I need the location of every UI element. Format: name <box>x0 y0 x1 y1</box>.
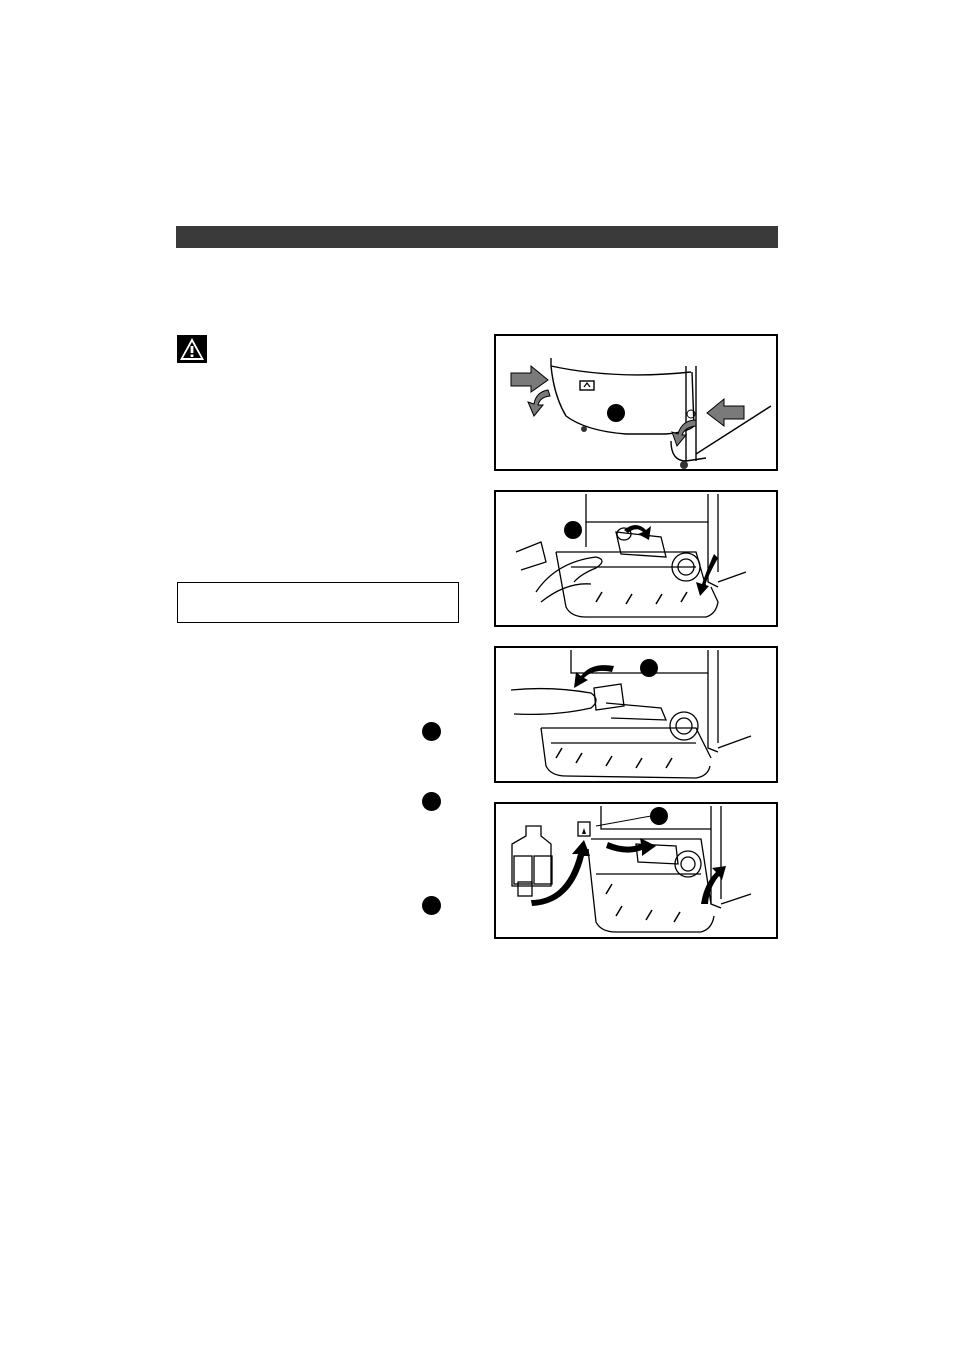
illustration-pull-filter-out <box>494 646 778 783</box>
step-bullet <box>422 792 441 811</box>
illustration-release-filter-latch <box>494 490 778 627</box>
section-header-bar <box>176 226 778 248</box>
note-box <box>177 582 459 623</box>
warning-icon <box>177 335 207 363</box>
illustration-remove-front-cover <box>494 334 778 471</box>
step-bullet <box>422 722 441 741</box>
step-bullet <box>422 896 441 915</box>
illustration-insert-new-filter <box>494 802 778 939</box>
